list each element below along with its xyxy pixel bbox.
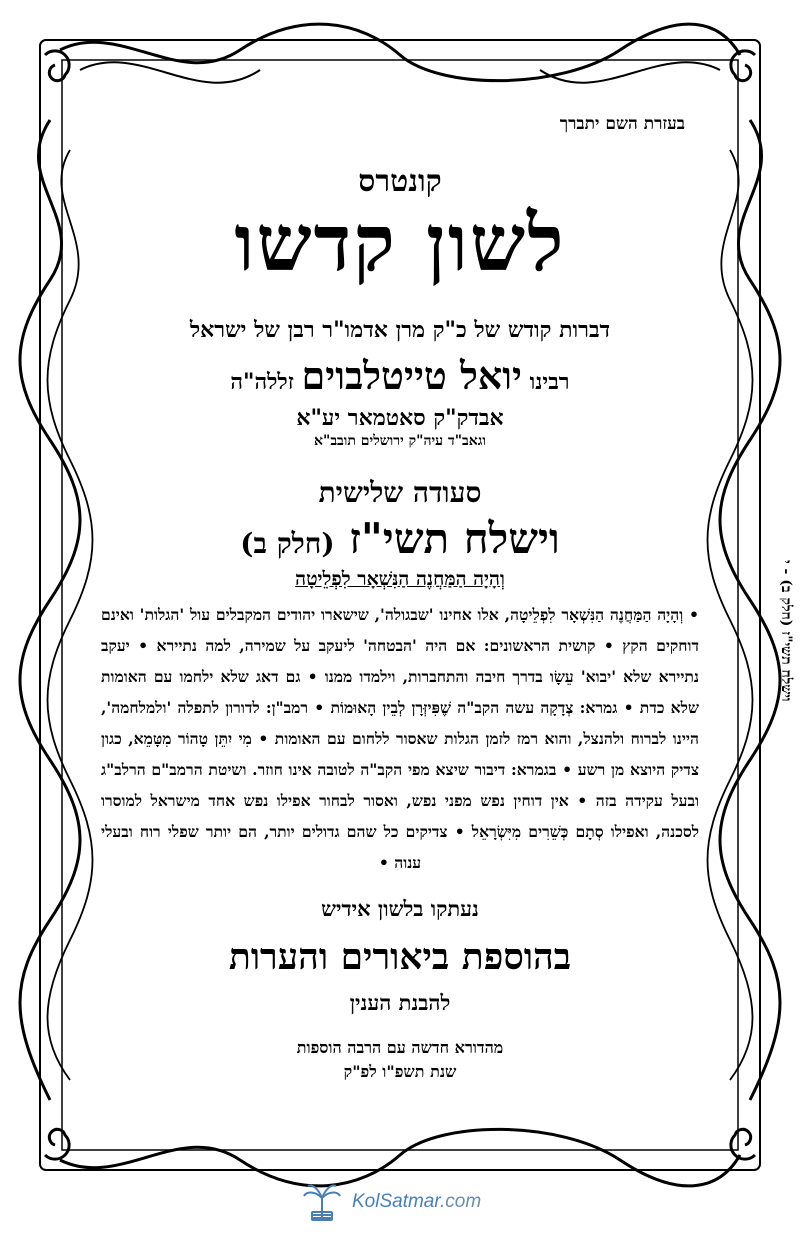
year-line: שנת תשפ"ו לפ"ק bbox=[343, 1062, 457, 1081]
summary-paragraph: • וְהָיָה הַמַּחֲנֶה הַנִּשְׁאָר לִפְלֵיטָה, אלו אחינו 'שבגולה', שישארו יהודים המקבלים עול 'הגלות' ואינם דוחקים הקץ • קושית הראשונים: אם היה 'הבטחה' ליעקב על שמירה, למה נתיירא • יעקב נתיירא שלא 'יבוא' עֵשָׂו בדרך חיבה והתחברות, וילמדו ממנו • גם דאג שלא ילחמו עם האומות שלא כדת • גמרא: צְדָקָה עשה הקב"ה שֶׁפִּיזְּרָן לְבֵין הָאוּמוֹת • רמב"ן: לדורון לתפלה 'ולמלחמה', היינו לברוח ולהנצל, והוא רמז לזמן הגלות שאסור ללחום עם האומות • מִי יִתֵּן טָהוֹר מִטָּמֵא, כגון צדיק היוצא מן רשע • בגמרא: דיבור שיצא מפי הקב"ה לטובה אינו חוזר. ושיטת הרמב"ם הרלב"ג ובעל עקידה בזה • אין דוחין נפש מפני נפש, ואסור לבחור אפילו נפש אחד מישראל למוסרו לסכנה, ואפילו סְתָם כְּשֵׁרִים מִיִּשְׂרָאֵל • צדיקים כל שהם גדולים יותר, הם יותר שפלי רוח ובעלי ענוה • bbox=[101, 605, 699, 872]
speaker-line: דברות קודש של כ"ק מרן אדמו"ר רבן של ישראל bbox=[189, 317, 611, 343]
palm-tree-icon bbox=[300, 1180, 344, 1224]
rebbe-title-satmar: אבדק"ק סאטמאר יע"א bbox=[296, 405, 504, 431]
yiddish-note: נעתקו בלשון אידיש bbox=[321, 896, 479, 921]
blessing-line: בעזרת השם יתברך bbox=[559, 114, 685, 134]
kolsatmar-logo bbox=[300, 1180, 500, 1224]
rebbe-line bbox=[95, 353, 705, 399]
rebbe-prefix: רבינו bbox=[529, 369, 570, 395]
rebbe-suffix: זללה"ה bbox=[230, 369, 294, 395]
parsha-name: וישלח תשי"ז bbox=[349, 514, 560, 563]
logo-text bbox=[352, 1191, 481, 1213]
seuda-label: סעודה שלישית bbox=[318, 476, 482, 509]
logo-domain: .com bbox=[440, 1191, 482, 1212]
verse-heading: וְהָיָה הַמַּחֲנֶה הַנִּשְׁאָר לִפְלֵיטָה bbox=[295, 568, 505, 590]
side-running-head: וישלח תשי"ז (חלק ב) - י bbox=[778, 560, 794, 702]
main-title: לשון קדשו bbox=[234, 198, 566, 289]
kuntres-label: קונטרס bbox=[358, 164, 442, 199]
understanding-line: להבנת הענין bbox=[349, 990, 451, 1015]
title-page-content bbox=[95, 100, 705, 1082]
additions-title: בהוספת ביאורים והערות bbox=[228, 936, 572, 978]
parsha-part: (חלק ב) bbox=[240, 527, 335, 560]
rebbe-name: יואל טייטלבוים bbox=[301, 353, 522, 398]
rebbe-title-jerusalem: וגאב"ד עיה"ק ירושלים תובב"א bbox=[314, 433, 486, 449]
parsha-title bbox=[95, 514, 705, 564]
edition-line: מהדורא חדשה עם הרבה הוספות bbox=[296, 1038, 504, 1057]
logo-brand: KolSatmar bbox=[352, 1191, 440, 1212]
